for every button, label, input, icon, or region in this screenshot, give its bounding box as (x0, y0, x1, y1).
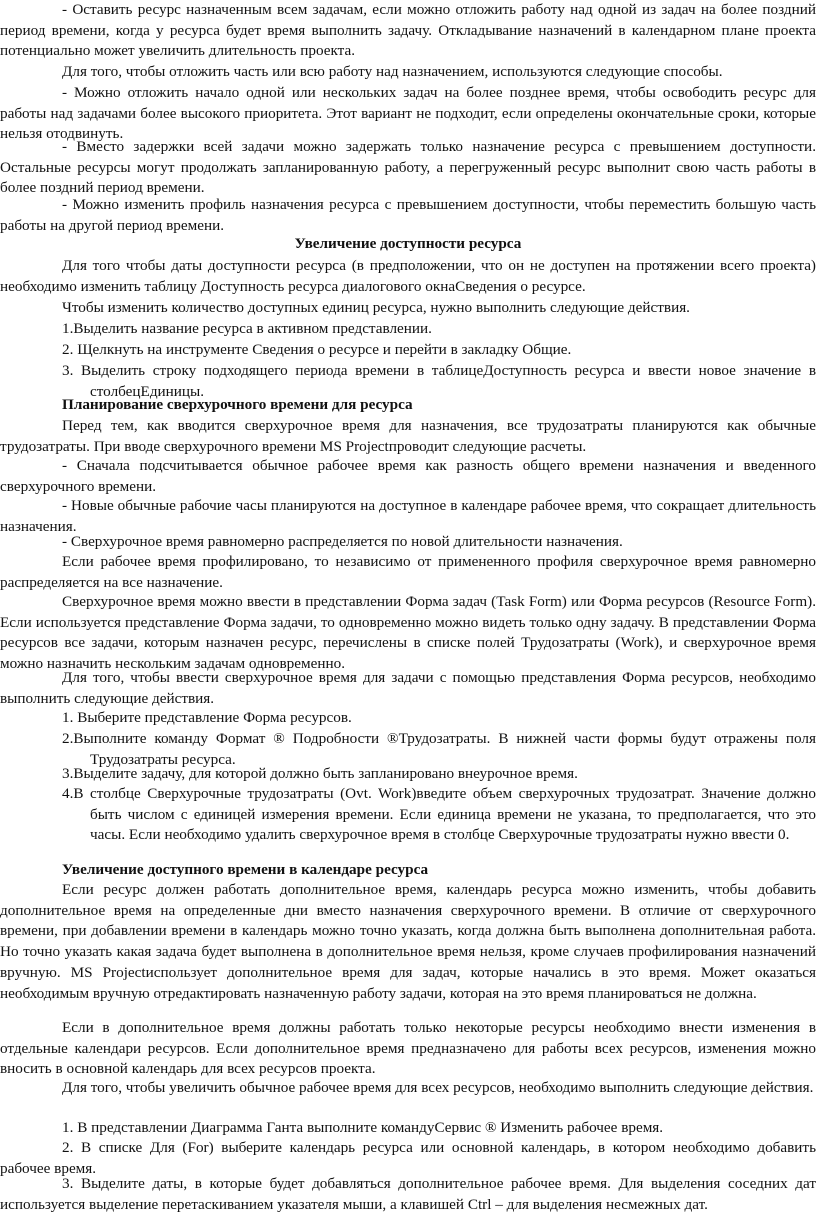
list-item-1: 1.Выделить название ресурса в активном представлении. (62, 320, 432, 337)
paragraph-13: Сверхурочное время можно ввести в представлении Форма задач (Task Form) или Форма ресурсов (Resource Form). Если используется представление Форма задачи, то одновременно можно видеть только одну задачу. В представлении Форма ресурсов все задачи, которым назначен ресурс, перечислены в списке полей Трудозатраты (Work), и сверхурочное время можно назначить нескольким задачам одновременно. (0, 593, 816, 673)
paragraph-4: - Вместо задержки всей задачи можно задержать только назначение ресурса с превышением доступности. Остальные ресурсы могут продолжать запланированную работу, а перегруженный ресурс выполнит свою часть работы в более поздний период времени. (0, 138, 816, 197)
list-item-6: 3.Выделите задачу, для которой должно быть запланировано внеурочное время. (62, 765, 578, 782)
paragraph-12: Если рабочее время профилировано, то независимо от примененного профиля сверхурочное время равномерно распределяется на все назначение. (0, 553, 816, 591)
heading-resource-availability: Увеличение доступности ресурса (294, 235, 522, 252)
paragraph-10: - Новые обычные рабочие часы планируются на доступное в календаре рабочее время, что сокращает длительность назначения. (0, 497, 816, 535)
list-item-2: 2. Щелкнуть на инструменте Сведения о ресурсе и перейти в закладку Общие. (62, 341, 572, 358)
paragraph-14: Для того, чтобы ввести сверхурочное время для задачи с помощью представления Форма ресурсов, необходимо выполнить следующие действия. (0, 669, 816, 707)
paragraph-2: Для того, чтобы отложить часть или всю работу над назначением, используются следующие способы. (62, 63, 723, 80)
paragraph-5: - Можно изменить профиль назначения ресурса с превышением доступности, чтобы переместить большую часть работы на другой период времени. (0, 196, 816, 234)
list-item-10: 3. Выделите даты, в которые будет добавляться дополнительное рабочее время. Для выделения соседних дат используется выделение перетаскиванием указателя мыши, а клавишей Ctrl – для выделения несмежных дат. (0, 1175, 816, 1213)
list-item-7: 4.В столбце Сверхурочные трудозатраты (Ovt. Work)введите объем сверхурочных трудозатрат. Значение должно быть числом с единицей измерения времени. Если единица времени не указана, то предполагается, что это часы. Если необходимо удалить сверхурочное время в столбце Сверхурочные трудозатраты нужно ввести 0. (62, 785, 816, 844)
paragraph-1: - Оставить ресурс назначенным всем задачам, если можно отложить работу над одной из задач на более поздний период времени, когда у ресурса будет время выполнить задачу. Откладывание назначений в календарном плане проекта потенциально может увеличить длительность проекта. (0, 1, 816, 60)
paragraph-9: - Сначала подсчитывается обычное рабочее время как разность общего времени назначения и введенного сверхурочного времени. (0, 457, 816, 495)
list-item-3: 3. Выделить строку подходящего периода времени в таблицеДоступность ресурса и ввести новое значение в столбецЕдиницы. (62, 362, 816, 400)
paragraph-11: - Сверхурочное время равномерно распределяется по новой длительности назначения. (62, 533, 623, 550)
list-item-9: 2. В списке Для (For) выберите календарь ресурса или основной календарь, в котором необходимо добавить рабочее время. (0, 1139, 816, 1177)
paragraph-16: Если в дополнительное время должны работать только некоторые ресурсы необходимо внести изменения в отдельные календари ресурсов. Если дополнительное время предназначено для работы всех ресурсов, изменения можно вносить в основной календарь для всех ресурсов проекта. (0, 1019, 816, 1078)
list-item-8: 1. В представлении Диаграмма Ганта выполните командуСервис ® Изменить рабочее время. (62, 1119, 664, 1136)
list-item-5: 2.Выполните команду Формат ® Подробности ®Трудозатраты. В нижней части формы будут отражены поля Трудозатраты ресурса. (62, 730, 816, 768)
paragraph-15: Если ресурс должен работать дополнительное время, календарь ресурса можно изменить, чтобы добавить дополнительное время на определенные дни вместо назначения сверхурочного времени. В отличие от сверхурочного времени, при добавлении времени в календарь можно точно указать, когда должна быть выполнена дополнительная работа. Но точно указать какая задача будет выполнена в дополнительное время нельзя, кроме случаев профилирования назначений вручную. MS Projectиспользует дополнительное время для задач, которые начались в это время. Может оказаться необходимым вручную отредактировать назначенную работу задачи, которая на это время планироваться не должна. (0, 881, 816, 1002)
heading-overtime: Планирование сверхурочного времени для ресурса (62, 396, 413, 413)
paragraph-6: Для того чтобы даты доступности ресурса (в предположении, что он не доступен на протяжении всего проекта) необходимо изменить таблицу Доступность ресурса диалогового окнаСведения о ресурсе. (0, 257, 816, 295)
paragraph-8: Перед тем, как вводится сверхурочное время для назначения, все трудозатраты планируются как обычные трудозатраты. При вводе сверхурочного времени MS Projectпроводит следующие расчеты. (0, 417, 816, 455)
heading-calendar: Увеличение доступного времени в календаре ресурса (62, 861, 429, 878)
paragraph-3: - Можно отложить начало одной или нескольких задач на более позднее время, чтобы освободить ресурс для работы над задачами более высокого приоритета. Этот вариант не подходит, если определены окончательные сроки, которые нельзя отодвинуть. (0, 84, 816, 143)
paragraph-7: Чтобы изменить количество доступных единиц ресурса, нужно выполнить следующие действия. (62, 299, 690, 316)
list-item-4: 1. Выберите представление Форма ресурсов. (62, 709, 352, 726)
paragraph-17: Для того, чтобы увеличить обычное рабочее время для всех ресурсов, необходимо выполнить следующие действия. (62, 1079, 814, 1096)
